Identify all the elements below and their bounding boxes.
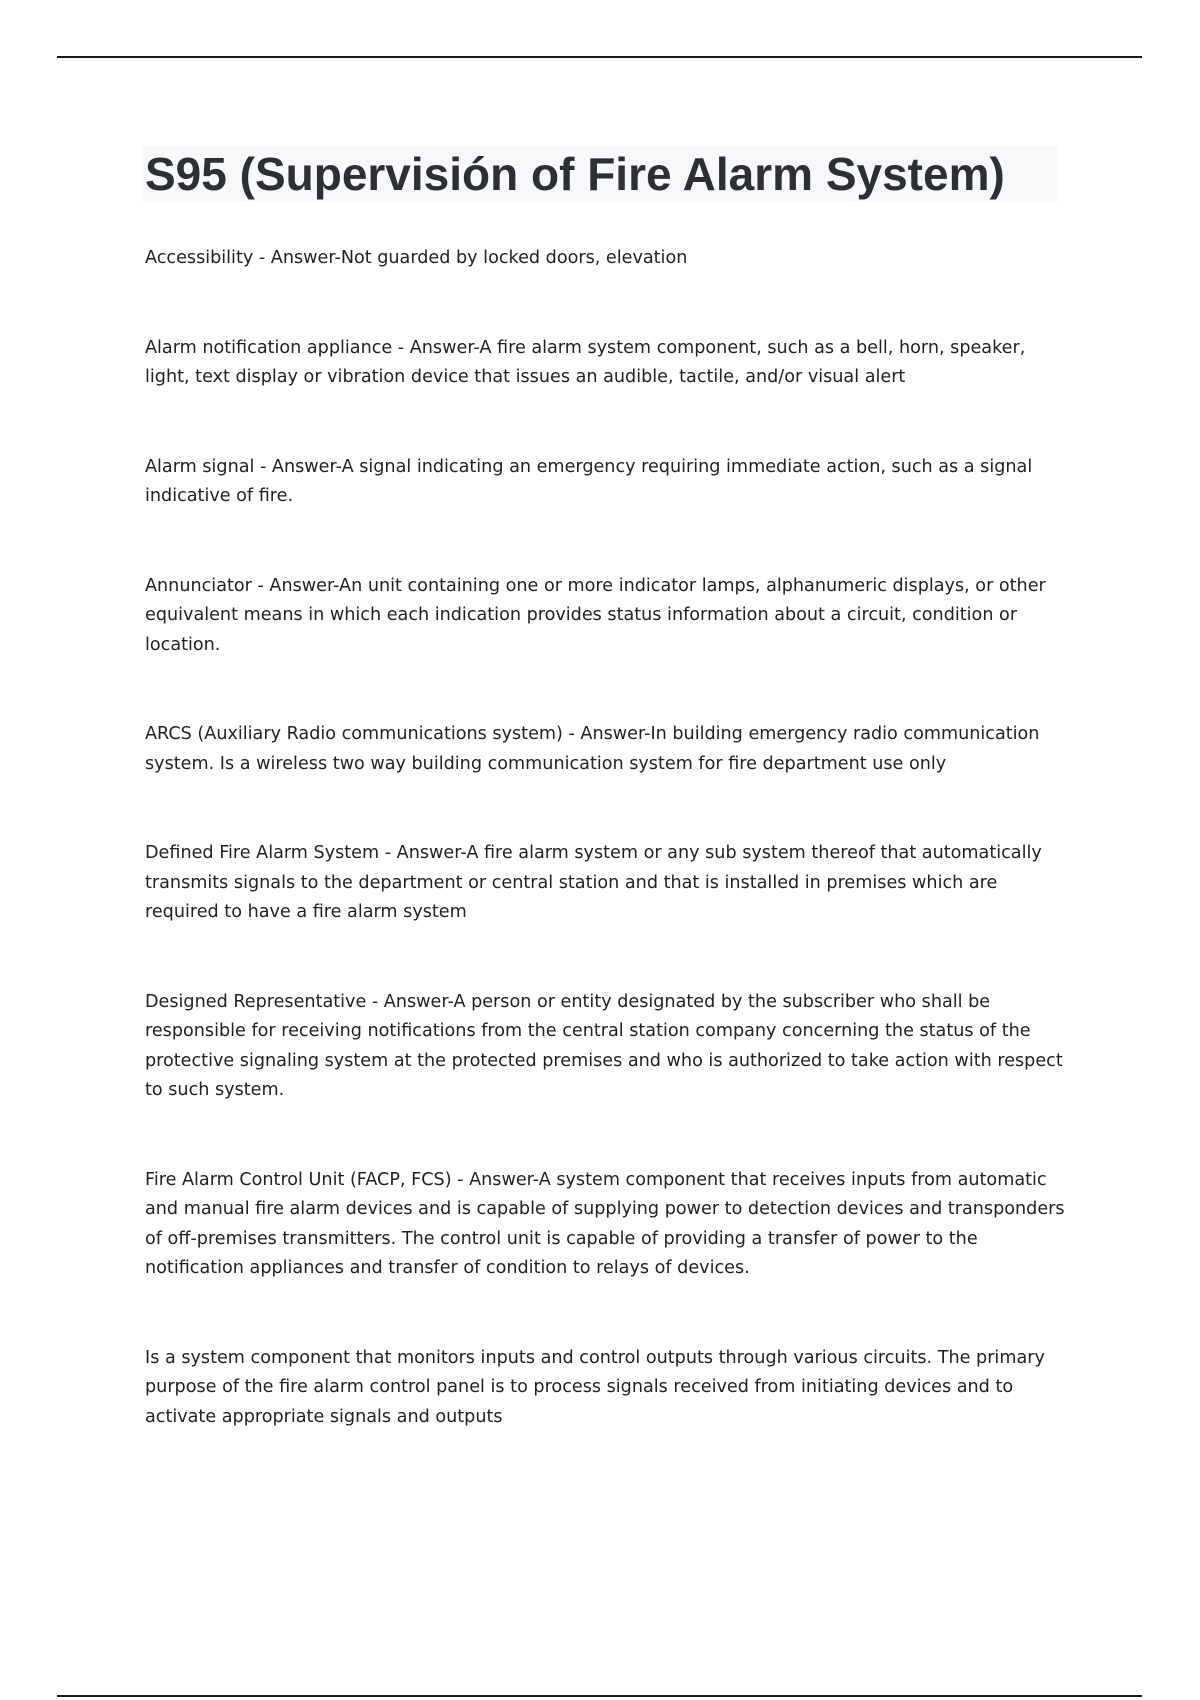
bottom-divider — [57, 1695, 1142, 1697]
entry-fire-alarm-control-unit: Fire Alarm Control Unit (FACP, FCS) - Answer-A system component that receives inputs from automatic and manual fire alarm devices and is capable of supplying power to detection devices and transponders of off-premises transmitters. The control unit is capable of providing a transfer of power to the notification appliances and transfer of condition to relays of devices. — [145, 1169, 1065, 1278]
document-body — [145, 244, 1065, 1492]
entry-accessibility: Accessibility - Answer-Not guarded by locked doors, elevation — [145, 248, 688, 268]
entry-defined-fire-alarm-system: Defined Fire Alarm System - Answer-A fire alarm system or any sub system thereof that automatically transmits signals to the department or central station and that is installed in premises which are required to have a fire alarm system — [145, 843, 1042, 922]
entry-alarm-notification-appliance: Alarm notification appliance - Answer-A fire alarm system component, such as a bell, horn, speaker, light, text display or vibration device that issues an audible, tactile, and/or visual alert — [145, 337, 1026, 387]
entry-alarm-signal: Alarm signal - Answer-A signal indicating an emergency requiring immediate action, such as a signal indicative of fire. — [145, 456, 1033, 506]
page-title: S95 (Supervisión of Fire Alarm System) — [145, 148, 1005, 200]
entry-annunciator: Annunciator - Answer-An unit containing one or more indicator lamps, alphanumeric displays, or other equivalent means in which each indication provides status information about a circuit, condition or location. — [145, 575, 1046, 655]
entry-control-panel-purpose: Is a system component that monitors inputs and control outputs through various circuits. The primary purpose of the fire alarm control panel is to process signals received from initiating devices and to activate appropriate signals and outputs — [145, 1347, 1045, 1427]
top-divider — [57, 56, 1142, 58]
entry-designed-representative: Designed Representative - Answer-A person or entity designated by the subscriber who shall be responsible for receiving notifications from the central station company concerning the status of the protective signaling system at the protected premises and who is authorized to take action with respect to such system. — [145, 991, 1063, 1100]
entry-arcs: ARCS (Auxiliary Radio communications system) - Answer-In building emergency radio communication system. Is a wireless two way building communication system for fire department use only — [145, 724, 1040, 774]
